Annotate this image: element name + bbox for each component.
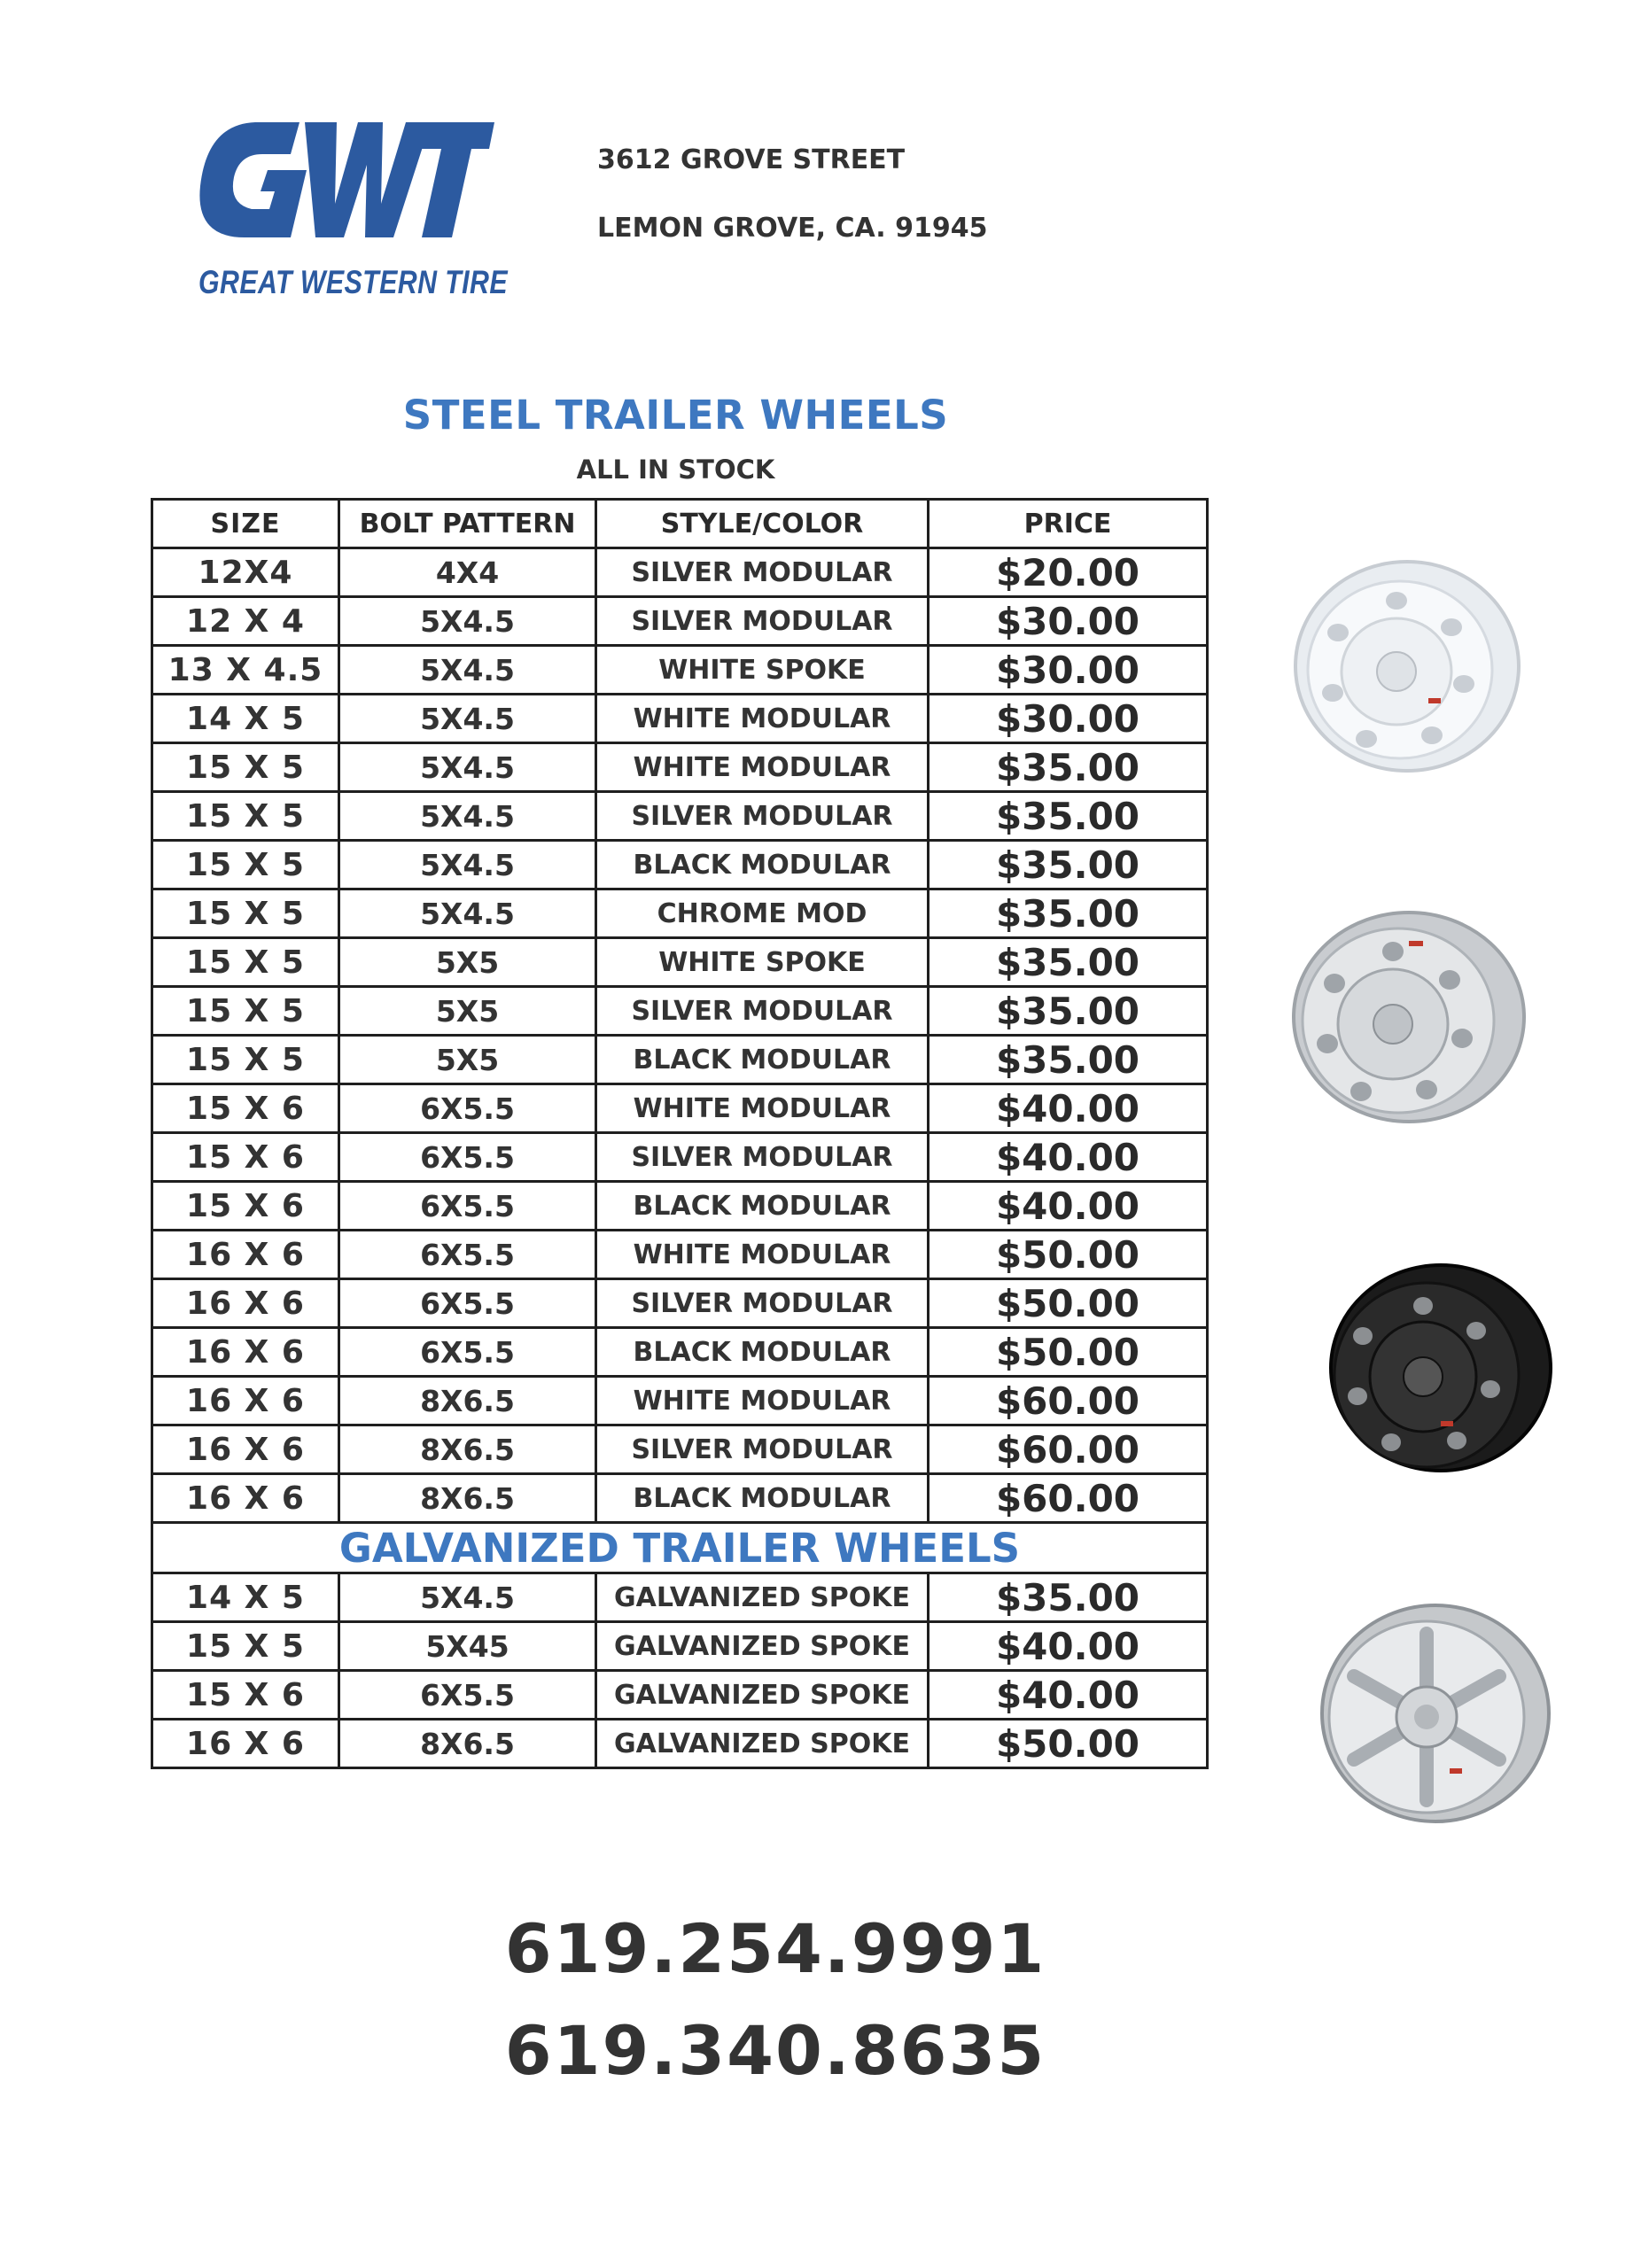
gwt-logo-icon (193, 115, 494, 257)
cell-bolt-pattern: 6X5.5 (339, 1084, 596, 1133)
galvanized-spoke-wheel-icon (1303, 1595, 1560, 1834)
cell-style-color: GALVANIZED SPOKE (596, 1671, 929, 1720)
cell-size: 15 X 5 (152, 792, 339, 841)
cell-size: 15 X 5 (152, 889, 339, 938)
table-row (152, 1720, 1208, 1768)
galvanized-section (152, 1523, 1208, 1573)
price-table (151, 498, 1209, 1769)
page-subtitle: ALL IN STOCK (576, 454, 775, 485)
steel-table-body (152, 548, 1208, 1523)
cell-size: 16 X 6 (152, 1231, 339, 1279)
cell-bolt-pattern: 5X45 (339, 1622, 596, 1671)
cell-bolt-pattern: 6X5.5 (339, 1671, 596, 1720)
cell-style-color: WHITE MODULAR (596, 1377, 929, 1425)
cell-bolt-pattern: 5X5 (339, 1036, 596, 1084)
cell-price: $35.00 (929, 1036, 1208, 1084)
cell-size: 13 X 4.5 (152, 646, 339, 695)
cell-style-color: BLACK MODULAR (596, 1182, 929, 1231)
cell-style-color: BLACK MODULAR (596, 1474, 929, 1523)
table-row (152, 841, 1208, 889)
cell-style-color: SILVER MODULAR (596, 597, 929, 646)
cell-price: $60.00 (929, 1425, 1208, 1474)
cell-style-color: SILVER MODULAR (596, 548, 929, 597)
table-row (152, 1377, 1208, 1425)
cell-price: $50.00 (929, 1231, 1208, 1279)
cell-bolt-pattern: 5X4.5 (339, 792, 596, 841)
table-row (152, 1182, 1208, 1231)
cell-size: 15 X 5 (152, 1622, 339, 1671)
cell-style-color: GALVANIZED SPOKE (596, 1720, 929, 1768)
cell-size: 15 X 6 (152, 1671, 339, 1720)
galvanized-table-body (152, 1573, 1208, 1768)
cell-bolt-pattern: 5X4.5 (339, 646, 596, 695)
cell-bolt-pattern: 8X6.5 (339, 1425, 596, 1474)
cell-size: 15 X 6 (152, 1084, 339, 1133)
cell-bolt-pattern: 6X5.5 (339, 1182, 596, 1231)
company-name: GREAT WESTERN TIRE (198, 264, 508, 300)
cell-style-color: SILVER MODULAR (596, 1279, 929, 1328)
table-row (152, 889, 1208, 938)
cell-style-color: BLACK MODULAR (596, 1328, 929, 1377)
cell-bolt-pattern: 5X4.5 (339, 597, 596, 646)
cell-bolt-pattern: 8X6.5 (339, 1377, 596, 1425)
cell-price: $35.00 (929, 938, 1208, 987)
table-row (152, 1036, 1208, 1084)
cell-size: 12X4 (152, 548, 339, 597)
cell-style-color: WHITE SPOKE (596, 938, 929, 987)
cell-style-color: BLACK MODULAR (596, 1036, 929, 1084)
table-header-row (152, 500, 1208, 548)
cell-price: $35.00 (929, 841, 1208, 889)
cell-price: $30.00 (929, 646, 1208, 695)
cell-size: 16 X 6 (152, 1328, 339, 1377)
table-row (152, 548, 1208, 597)
table-row (152, 743, 1208, 792)
cell-price: $40.00 (929, 1133, 1208, 1182)
cell-price: $50.00 (929, 1720, 1208, 1768)
cell-size: 16 X 6 (152, 1425, 339, 1474)
header-style-color: STYLE/COLOR (596, 500, 929, 548)
cell-size: 15 X 5 (152, 938, 339, 987)
address-line-2: LEMON GROVE, CA. 91945 (597, 213, 988, 244)
cell-size: 16 X 6 (152, 1377, 339, 1425)
cell-size: 14 X 5 (152, 695, 339, 743)
silver-modular-wheel-icon (1276, 904, 1533, 1134)
company-logo (193, 115, 508, 319)
cell-style-color: CHROME MOD (596, 889, 929, 938)
section-heading-row (152, 1523, 1208, 1573)
cell-bolt-pattern: 5X4.5 (339, 1573, 596, 1622)
table-row (152, 987, 1208, 1036)
cell-price: $40.00 (929, 1084, 1208, 1133)
cell-bolt-pattern: 6X5.5 (339, 1328, 596, 1377)
black-modular-wheel-icon (1308, 1256, 1556, 1487)
address-line-1: 3612 GROVE STREET (597, 144, 906, 175)
cell-size: 16 X 6 (152, 1720, 339, 1768)
table-row (152, 695, 1208, 743)
cell-price: $35.00 (929, 743, 1208, 792)
cell-size: 15 X 6 (152, 1182, 339, 1231)
galvanized-title: GALVANIZED TRAILER WHEELS (152, 1523, 1208, 1573)
cell-bolt-pattern: 5X5 (339, 938, 596, 987)
phone-number-1[interactable]: 619.254.9991 (504, 1909, 1046, 1988)
table-row (152, 597, 1208, 646)
cell-bolt-pattern: 5X4.5 (339, 743, 596, 792)
cell-size: 15 X 5 (152, 1036, 339, 1084)
header-price: PRICE (929, 500, 1208, 548)
cell-price: $20.00 (929, 548, 1208, 597)
cell-style-color: WHITE MODULAR (596, 1084, 929, 1133)
cell-style-color: WHITE MODULAR (596, 1231, 929, 1279)
cell-size: 15 X 5 (152, 743, 339, 792)
cell-size: 15 X 5 (152, 841, 339, 889)
table-row (152, 1622, 1208, 1671)
cell-size: 15 X 5 (152, 987, 339, 1036)
header-size: SIZE (152, 500, 339, 548)
cell-bolt-pattern: 5X4.5 (339, 695, 596, 743)
cell-style-color: GALVANIZED SPOKE (596, 1622, 929, 1671)
cell-size: 12 X 4 (152, 597, 339, 646)
cell-price: $40.00 (929, 1622, 1208, 1671)
table-row (152, 1671, 1208, 1720)
table-row (152, 1084, 1208, 1133)
cell-style-color: SILVER MODULAR (596, 1133, 929, 1182)
cell-price: $60.00 (929, 1474, 1208, 1523)
white-modular-wheel-icon (1283, 551, 1531, 781)
cell-bolt-pattern: 8X6.5 (339, 1720, 596, 1768)
cell-bolt-pattern: 4X4 (339, 548, 596, 597)
cell-style-color: WHITE SPOKE (596, 646, 929, 695)
table-row (152, 1425, 1208, 1474)
cell-price: $50.00 (929, 1279, 1208, 1328)
cell-style-color: GALVANIZED SPOKE (596, 1573, 929, 1622)
table-row (152, 646, 1208, 695)
table-row (152, 1328, 1208, 1377)
header-bolt-pattern: BOLT PATTERN (339, 500, 596, 548)
cell-bolt-pattern: 5X4.5 (339, 841, 596, 889)
cell-size: 14 X 5 (152, 1573, 339, 1622)
cell-style-color: SILVER MODULAR (596, 792, 929, 841)
phone-number-2[interactable]: 619.340.8635 (504, 2011, 1046, 2090)
cell-style-color: BLACK MODULAR (596, 841, 929, 889)
table-row (152, 1573, 1208, 1622)
cell-style-color: SILVER MODULAR (596, 987, 929, 1036)
cell-bolt-pattern: 6X5.5 (339, 1231, 596, 1279)
table-row (152, 1279, 1208, 1328)
page-title: STEEL TRAILER WHEELS (402, 392, 949, 439)
cell-bolt-pattern: 6X5.5 (339, 1279, 596, 1328)
table-row (152, 792, 1208, 841)
cell-size: 16 X 6 (152, 1474, 339, 1523)
cell-price: $40.00 (929, 1671, 1208, 1720)
cell-bolt-pattern: 8X6.5 (339, 1474, 596, 1523)
cell-price: $35.00 (929, 792, 1208, 841)
cell-price: $30.00 (929, 597, 1208, 646)
cell-bolt-pattern: 5X4.5 (339, 889, 596, 938)
table-row (152, 1133, 1208, 1182)
table-row (152, 1231, 1208, 1279)
cell-price: $35.00 (929, 987, 1208, 1036)
cell-bolt-pattern: 6X5.5 (339, 1133, 596, 1182)
cell-price: $60.00 (929, 1377, 1208, 1425)
cell-price: $30.00 (929, 695, 1208, 743)
cell-style-color: WHITE MODULAR (596, 743, 929, 792)
cell-price: $35.00 (929, 1573, 1208, 1622)
table-row (152, 938, 1208, 987)
cell-price: $50.00 (929, 1328, 1208, 1377)
cell-price: $40.00 (929, 1182, 1208, 1231)
cell-bolt-pattern: 5X5 (339, 987, 596, 1036)
cell-size: 16 X 6 (152, 1279, 339, 1328)
cell-style-color: SILVER MODULAR (596, 1425, 929, 1474)
table-row (152, 1474, 1208, 1523)
cell-style-color: WHITE MODULAR (596, 695, 929, 743)
cell-price: $35.00 (929, 889, 1208, 938)
cell-size: 15 X 6 (152, 1133, 339, 1182)
